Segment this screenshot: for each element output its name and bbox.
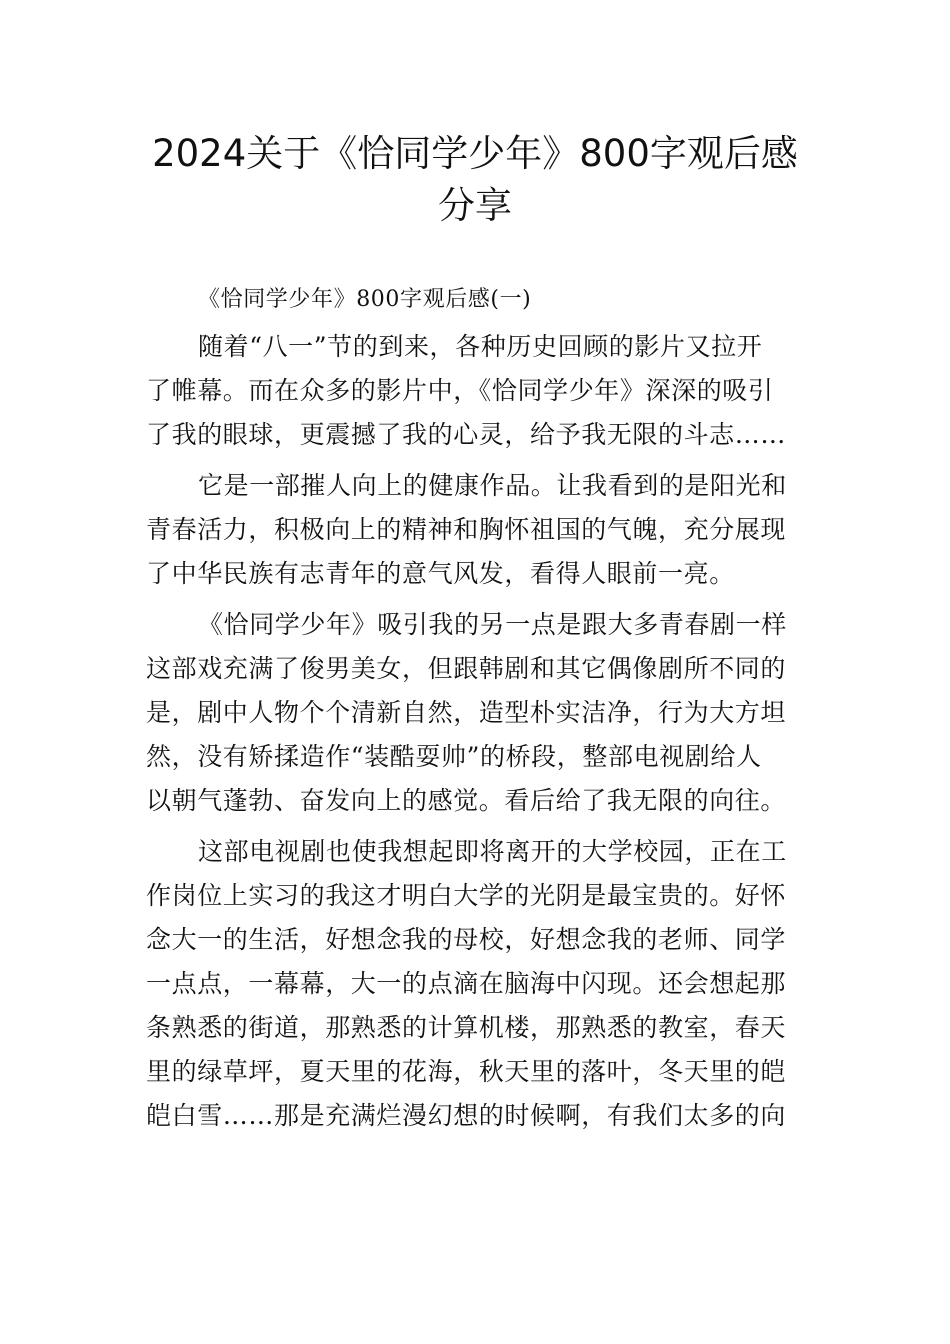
paragraph-line: 然，没有矫揉造作“装酷耍帅”的桥段，整部电视剧给人 [146, 742, 762, 771]
paragraph-line: 是，剧中人物个个清新自然，造型朴实洁净，行为大方坦 [146, 698, 787, 727]
paragraph-line: 了帷幕。而在众多的影片中，《恰同学少年》深深的吸引 [146, 376, 774, 405]
paragraph [146, 830, 808, 1138]
paragraph-line: 这部戏充满了俊男美女，但跟韩剧和其它偶像剧所不同的 [146, 654, 787, 683]
paragraph-line: 一点点，一幕幕，大一的点滴在脑海中闪现。还会想起那 [146, 969, 787, 998]
paragraph-line: 了我的眼球，更震撼了我的心灵，给予我无限的斗志…… [146, 420, 787, 449]
title-line-2: 分享 [438, 184, 512, 227]
paragraph-line: 它是一部摧人向上的健康作品。让我看到的是阳光和 [198, 471, 787, 500]
paragraph-line: 念大一的生活，好想念我的母校，好想念我的老师、同学 [146, 925, 787, 954]
paragraph [146, 464, 808, 596]
paragraph-line: 随着“八一”节的到来，各种历史回顾的影片又拉开 [198, 332, 763, 361]
document-title [100, 128, 850, 232]
paragraph-line: 以朝气蓬勃、奋发向上的感觉。看后给了我无限的向往。 [146, 786, 787, 815]
document-body [146, 282, 808, 1145]
paragraph-line: 这部电视剧也使我想起即将离开的大学校园，正在工 [198, 837, 787, 866]
title-line-1: 2024关于《恰同学少年》800字观后感 [152, 132, 798, 175]
paragraph-line: 里的绿草坪，夏天里的花海，秋天里的落叶，冬天里的皑 [146, 1057, 787, 1086]
paragraph-line: 《恰同学少年》吸引我的另一点是跟大多青春剧一样 [198, 610, 787, 639]
paragraph-line: 青春活力，积极向上的精神和胸怀祖国的气魄，充分展现 [146, 515, 787, 544]
section-subheading: 《恰同学少年》800字观后感(一) [198, 287, 532, 312]
paragraph-line: 作岗位上实习的我这才明白大学的光阴是最宝贵的。好怀 [146, 881, 787, 910]
paragraph-line: 了中华民族有志青年的意气风发，看得人眼前一亮。 [146, 559, 735, 588]
paragraph [146, 603, 808, 823]
paragraph-line: 皑白雪……那是充满烂漫幻想的时候啊，有我们太多的向 [146, 1101, 787, 1130]
paragraph-line: 条熟悉的街道，那熟悉的计算机楼，那熟悉的教室，春天 [146, 1013, 787, 1042]
paragraph [146, 325, 808, 457]
